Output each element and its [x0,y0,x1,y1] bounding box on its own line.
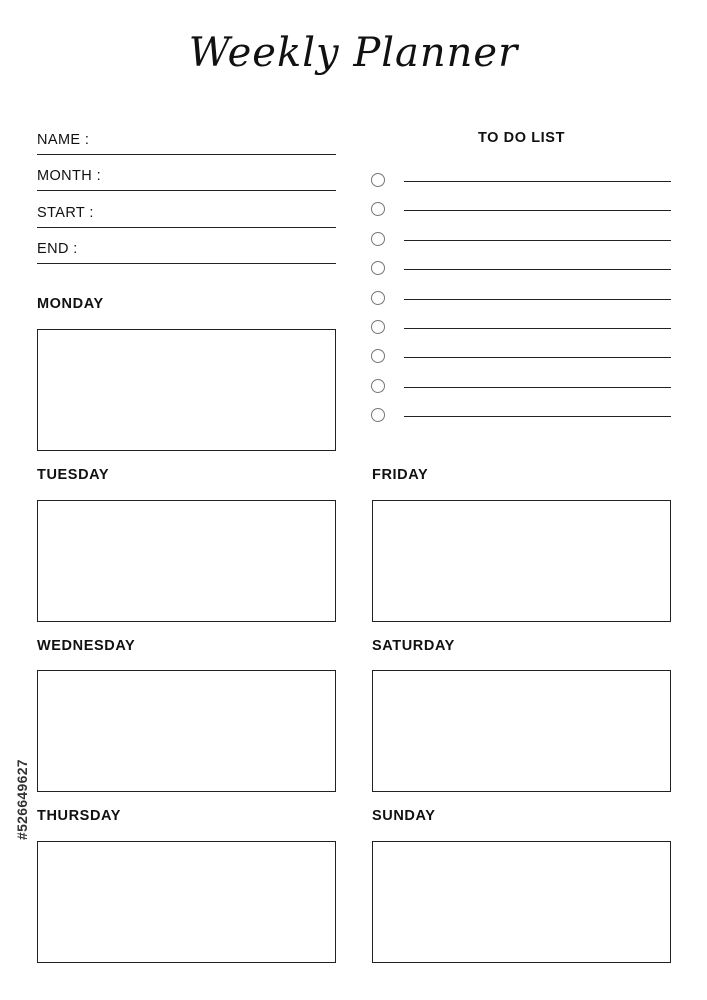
sunday-box[interactable] [372,841,671,963]
todo-line [404,240,671,241]
todo-line [404,210,671,211]
month-label: MONTH : [37,168,102,184]
todo-item[interactable] [371,260,671,278]
todo-checkbox-icon[interactable] [371,349,385,363]
todo-checkbox-icon[interactable] [371,320,385,334]
todo-item[interactable] [371,319,671,337]
monday-label: MONDAY [37,296,104,312]
thursday-label: THURSDAY [37,808,122,824]
name-label: NAME : [37,132,90,148]
wednesday-label: WEDNESDAY [37,638,136,654]
saturday-box[interactable] [372,670,671,792]
wednesday-box[interactable] [37,670,336,792]
todo-line [404,328,671,329]
start-field[interactable] [37,203,336,228]
friday-label: FRIDAY [372,467,429,483]
page-title: Weekly Planner [188,30,519,76]
end-field[interactable] [37,239,336,264]
todo-item[interactable] [371,231,671,249]
todo-line [404,299,671,300]
end-label: END : [37,241,78,257]
friday-box[interactable] [372,500,671,622]
todo-line [404,357,671,358]
todo-checkbox-icon[interactable] [371,291,385,305]
thursday-box[interactable] [37,841,336,963]
tuesday-label: TUESDAY [37,467,110,483]
sunday-label: SUNDAY [372,808,436,824]
todo-list-title: TO DO LIST [477,130,566,146]
todo-line [404,416,671,417]
monday-box[interactable] [37,329,336,451]
todo-checkbox-icon[interactable] [371,202,385,216]
todo-checkbox-icon[interactable] [371,173,385,187]
todo-checkbox-icon[interactable] [371,379,385,393]
todo-item[interactable] [371,201,671,219]
todo-item[interactable] [371,348,671,366]
todo-line [404,269,671,270]
todo-checkbox-icon[interactable] [371,261,385,275]
todo-item[interactable] [371,378,671,396]
todo-checkbox-icon[interactable] [371,408,385,422]
saturday-label: SATURDAY [372,638,455,654]
start-label: START : [37,205,94,221]
stock-id-watermark: #526649627 [14,759,30,840]
todo-item[interactable] [371,290,671,308]
tuesday-box[interactable] [37,500,336,622]
month-field[interactable] [37,166,336,191]
todo-item[interactable] [371,172,671,190]
todo-checkbox-icon[interactable] [371,232,385,246]
todo-line [404,181,671,182]
todo-line [404,387,671,388]
name-field[interactable] [37,130,336,155]
todo-item[interactable] [371,407,671,425]
